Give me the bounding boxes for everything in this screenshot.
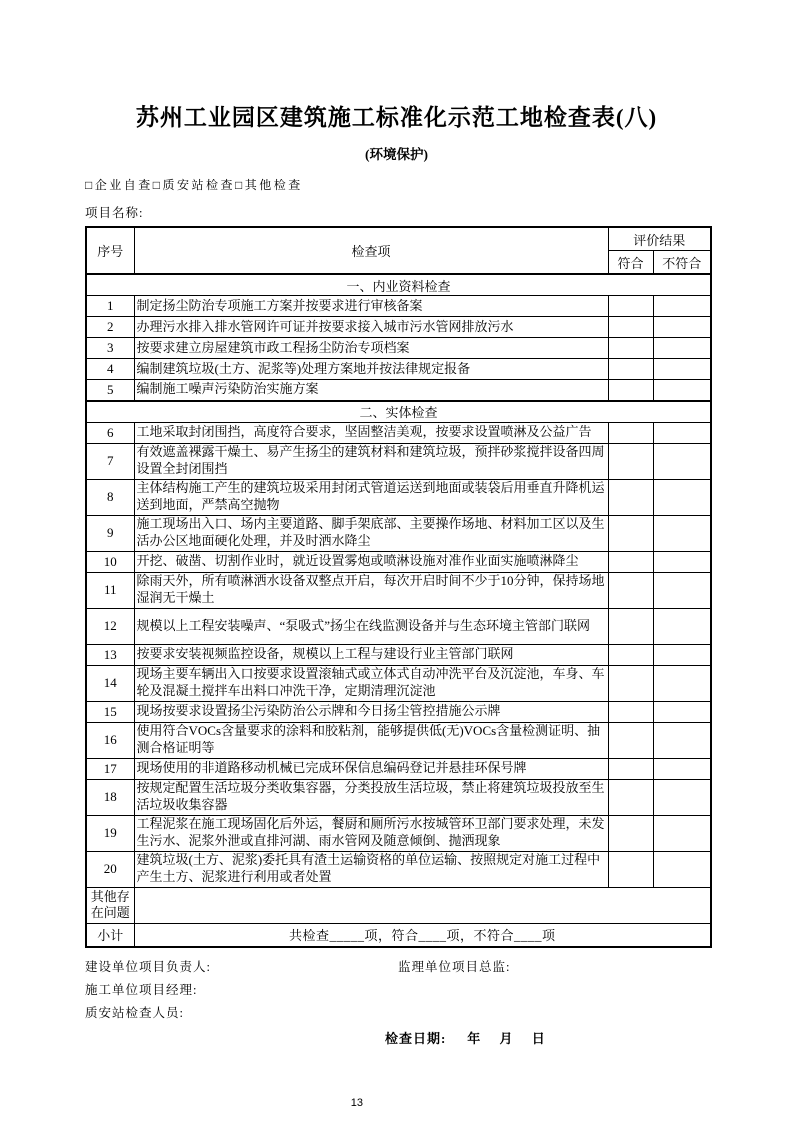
signature-block bbox=[85, 957, 793, 1047]
project-name-label: 项目名称: bbox=[85, 206, 144, 220]
subtotal-row bbox=[86, 923, 711, 947]
subtotal-value: 共检查_____项，符合____项，不符合____项 bbox=[134, 923, 711, 947]
fail-cell bbox=[653, 665, 711, 701]
fail-cell bbox=[653, 779, 711, 815]
pass-cell bbox=[608, 296, 653, 317]
row-number: 16 bbox=[86, 722, 134, 758]
row-number: 12 bbox=[86, 608, 134, 644]
table-row bbox=[86, 479, 711, 515]
fail-cell bbox=[653, 701, 711, 722]
fail-cell bbox=[653, 722, 711, 758]
row-number: 7 bbox=[86, 443, 134, 479]
check-item-text: 有效遮盖裸露干燥土、易产生扬尘的建筑材料和建筑垃圾，预拌砂浆搅拌设备四周设置全封闭围挡 bbox=[134, 443, 608, 479]
table-row bbox=[86, 608, 711, 644]
check-item-text: 现场主要车辆出入口按要求设置滚轴式或立体式自动冲洗平台及沉淀池，车身、车轮及混凝土搅拌车出料口冲洗干净，定期清理沉淀池 bbox=[134, 665, 608, 701]
pass-cell bbox=[608, 422, 653, 443]
table-row bbox=[86, 815, 711, 851]
table-row bbox=[86, 296, 711, 317]
row-number: 17 bbox=[86, 758, 134, 779]
checklist-body bbox=[86, 274, 711, 947]
row-number: 1 bbox=[86, 296, 134, 317]
row-number: 20 bbox=[86, 851, 134, 887]
contractor-signature-label: 施工单位项目经理: bbox=[85, 983, 198, 997]
section-header: 二、实体检查 bbox=[86, 401, 711, 423]
fail-cell bbox=[653, 572, 711, 608]
table-row bbox=[86, 359, 711, 380]
fail-cell bbox=[653, 758, 711, 779]
day-label: 日 bbox=[531, 1031, 546, 1046]
signature-line-1 bbox=[85, 957, 793, 980]
fail-cell bbox=[653, 359, 711, 380]
header-pass: 符合 bbox=[608, 251, 653, 275]
table-row bbox=[86, 551, 711, 572]
pass-cell bbox=[608, 815, 653, 851]
fail-cell bbox=[653, 515, 711, 551]
row-number: 3 bbox=[86, 338, 134, 359]
check-item-text: 主体结构施工产生的建筑垃圾采用封闭式管道运送到地面或装袋后用垂直升降机运送到地面，严禁高空抛物 bbox=[134, 479, 608, 515]
signature-line-2 bbox=[85, 980, 793, 1003]
table-row bbox=[86, 665, 711, 701]
pass-cell bbox=[608, 851, 653, 887]
section-header: 一、内业资料检查 bbox=[86, 274, 711, 296]
row-number: 2 bbox=[86, 317, 134, 338]
table-row bbox=[86, 701, 711, 722]
check-item-text: 制定扬尘防治专项施工方案并按要求进行审核备案 bbox=[134, 296, 608, 317]
supervisor-signature-label: 监理单位项目总监: bbox=[398, 960, 511, 974]
check-item-text: 建筑垃圾(土方、泥浆)委托具有渣土运输资格的单位运输、按照规定对施工过程中产生土方、泥浆进行利用或者处置 bbox=[134, 851, 608, 887]
pass-cell bbox=[608, 515, 653, 551]
page-title: 苏州工业园区建筑施工标准化示范工地检查表(八) bbox=[135, 105, 658, 130]
check-item-text: 规模以上工程安装噪声、“泵吸式”扬尘在线监测设备并与生态环境主管部门联网 bbox=[134, 608, 608, 644]
pass-cell bbox=[608, 608, 653, 644]
pass-cell bbox=[608, 758, 653, 779]
table-row bbox=[86, 644, 711, 665]
check-item-text: 编制施工噪声污染防治实施方案 bbox=[134, 380, 608, 401]
fail-cell bbox=[653, 644, 711, 665]
fail-cell bbox=[653, 338, 711, 359]
signature-line-3 bbox=[85, 1003, 793, 1026]
check-item-text: 现场使用的非道路移动机械已完成环保信息编码登记并悬挂环保号牌 bbox=[134, 758, 608, 779]
table-row bbox=[86, 443, 711, 479]
table-row bbox=[86, 317, 711, 338]
table-row bbox=[86, 572, 711, 608]
header-result: 评价结果 bbox=[608, 227, 711, 251]
row-number: 19 bbox=[86, 815, 134, 851]
check-item-text: 工程泥浆在施工现场固化后外运，餐厨和厕所污水按城管环卫部门要求处理，未发生污水、泥浆外泄或直排河湖、雨水管网及随意倾倒、抛洒现象 bbox=[134, 815, 608, 851]
subtotal-label: 小计 bbox=[86, 923, 134, 947]
fail-cell bbox=[653, 551, 711, 572]
pass-cell bbox=[608, 359, 653, 380]
check-item-text: 按规定配置生活垃圾分类收集容器，分类投放生活垃圾，禁止将建筑垃圾投放至生活垃圾收集容器 bbox=[134, 779, 608, 815]
pass-cell bbox=[608, 644, 653, 665]
fail-cell bbox=[653, 296, 711, 317]
inspection-date-line bbox=[385, 1028, 793, 1047]
year-label: 年 bbox=[467, 1031, 482, 1046]
fail-cell bbox=[653, 608, 711, 644]
row-number: 15 bbox=[86, 701, 134, 722]
check-item-text: 除雨天外，所有喷淋洒水设备双整点开启，每次开启时间不少于10分钟，保持场地湿润无干燥土 bbox=[134, 572, 608, 608]
row-number: 13 bbox=[86, 644, 134, 665]
table-row bbox=[86, 422, 711, 443]
page-subtitle: (环境保护) bbox=[365, 147, 428, 162]
row-number: 8 bbox=[86, 479, 134, 515]
pass-cell bbox=[608, 701, 653, 722]
row-number: 14 bbox=[86, 665, 134, 701]
check-item-text: 按要求安装视频监控设备，规模以上工程与建设行业主管部门联网 bbox=[134, 644, 608, 665]
check-item-text: 开挖、破凿、切割作业时，就近设置雾炮或喷淋设施对准作业面实施喷淋降尘 bbox=[134, 551, 608, 572]
pass-cell bbox=[608, 443, 653, 479]
row-number: 4 bbox=[86, 359, 134, 380]
check-item-text: 施工现场出入口、场内主要道路、脚手架底部、主要操作场地、材料加工区以及生活办公区地面硬化处理，并及时洒水降尘 bbox=[134, 515, 608, 551]
check-item-text: 编制建筑垃圾(土方、泥浆等)处理方案地并按法律规定报备 bbox=[134, 359, 608, 380]
check-item-text: 按要求建立房屋建筑市政工程扬尘防治专项档案 bbox=[134, 338, 608, 359]
fail-cell bbox=[653, 479, 711, 515]
table-row bbox=[86, 380, 711, 401]
pass-cell bbox=[608, 338, 653, 359]
row-number: 18 bbox=[86, 779, 134, 815]
check-item-text: 现场按要求设置扬尘污染防治公示牌和今日扬尘管控措施公示牌 bbox=[134, 701, 608, 722]
row-number: 6 bbox=[86, 422, 134, 443]
table-row bbox=[86, 851, 711, 887]
check-item-text: 办理污水排入排水管网许可证并按要求接入城市污水管网排放污水 bbox=[134, 317, 608, 338]
pass-cell bbox=[608, 779, 653, 815]
table-row bbox=[86, 515, 711, 551]
pass-cell bbox=[608, 572, 653, 608]
table-row bbox=[86, 722, 711, 758]
builder-signature-label: 建设单位项目负责人: bbox=[85, 960, 211, 974]
header-check-item: 检查项 bbox=[134, 227, 608, 274]
header-fail: 不符合 bbox=[653, 251, 711, 275]
section-header-row bbox=[86, 401, 711, 423]
inspection-table bbox=[85, 226, 712, 948]
inspector-signature-label: 质安站检查人员: bbox=[85, 1006, 184, 1020]
other-issues-row bbox=[86, 887, 711, 923]
check-item-text: 使用符合VOCs含量要求的涂料和胶粘剂，能够提供低(无)VOCs含量检测证明、抽测合格证明等 bbox=[134, 722, 608, 758]
fail-cell bbox=[653, 443, 711, 479]
page-number: 13 bbox=[350, 1097, 363, 1109]
other-issues-label: 其他存在问题 bbox=[86, 887, 134, 923]
pass-cell bbox=[608, 479, 653, 515]
pass-cell bbox=[608, 722, 653, 758]
pass-cell bbox=[608, 551, 653, 572]
pass-cell bbox=[608, 665, 653, 701]
table-row bbox=[86, 758, 711, 779]
fail-cell bbox=[653, 317, 711, 338]
fail-cell bbox=[653, 815, 711, 851]
row-number: 9 bbox=[86, 515, 134, 551]
fail-cell bbox=[653, 380, 711, 401]
fail-cell bbox=[653, 851, 711, 887]
table-row bbox=[86, 338, 711, 359]
pass-cell bbox=[608, 380, 653, 401]
pass-cell bbox=[608, 317, 653, 338]
check-type-options: □企业自查□质安站检查□其他检查 bbox=[85, 178, 303, 192]
fail-cell bbox=[653, 422, 711, 443]
header-seq: 序号 bbox=[86, 227, 134, 274]
other-issues-value bbox=[134, 887, 711, 923]
check-item-text: 工地采取封闭围挡，高度符合要求，坚固整洁美观，按要求设置喷淋及公益广告 bbox=[134, 422, 608, 443]
row-number: 10 bbox=[86, 551, 134, 572]
section-header-row bbox=[86, 274, 711, 296]
month-label: 月 bbox=[499, 1031, 514, 1046]
table-row bbox=[86, 779, 711, 815]
row-number: 5 bbox=[86, 380, 134, 401]
row-number: 11 bbox=[86, 572, 134, 608]
date-label: 检查日期: bbox=[385, 1031, 447, 1046]
